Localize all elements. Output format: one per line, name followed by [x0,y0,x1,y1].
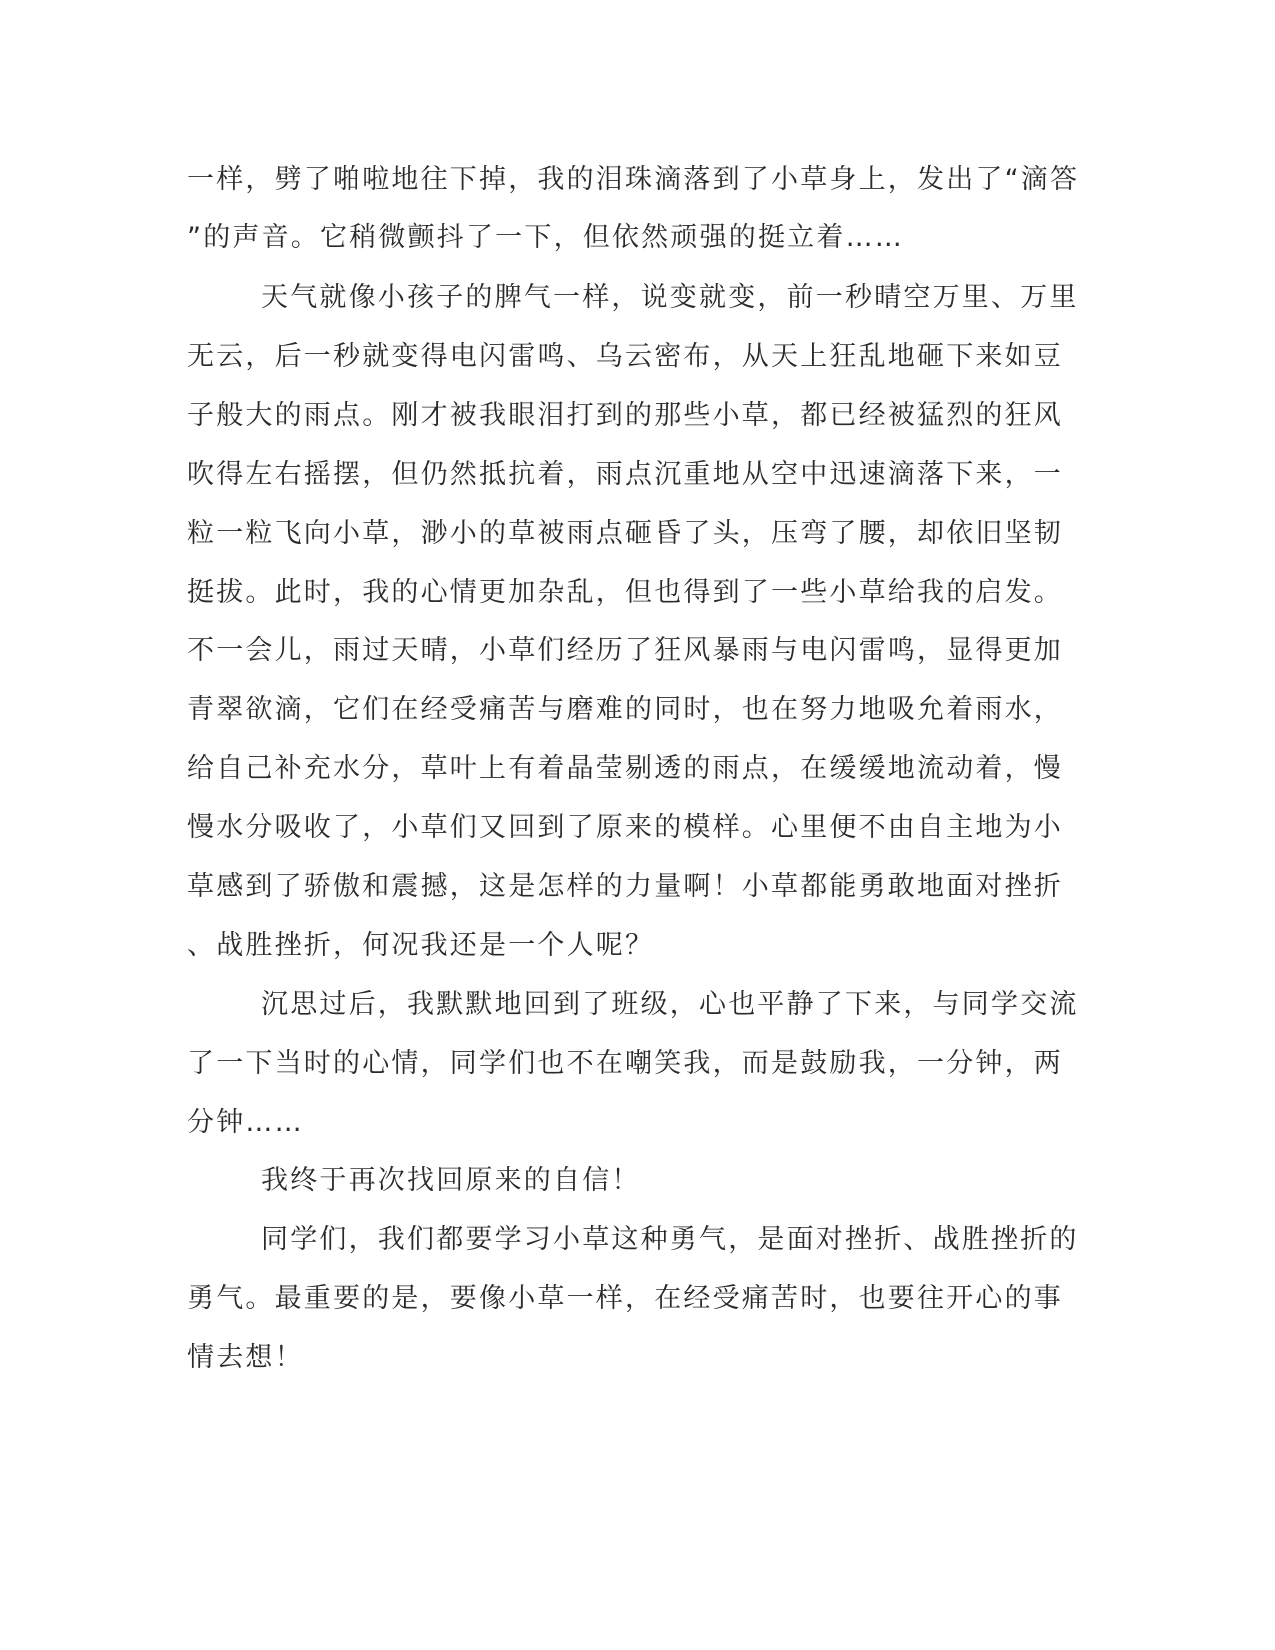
text-line: 情去想！ [187,1342,304,1373]
text-line: 给自己补充水分，草叶上有着晶莹剔透的雨点，在缓缓地流动着，慢 [187,753,1063,784]
text-line: 慢水分吸收了，小草们又回到了原来的模样。心里便不由自主地为小 [187,812,1063,843]
text-line: 青翠欲滴，它们在经受痛苦与磨难的同时，也在努力地吸允着雨水， [187,694,1063,725]
text-line: 了一下当时的心情，同学们也不在嘲笑我，而是鼓励我，一分钟，两 [187,1048,1063,1079]
text-line: 子般大的雨点。刚才被我眼泪打到的那些小草，都已经被猛烈的狂风 [187,400,1063,431]
text-line: 一样，劈了啪啦地往下掉，我的泪珠滴落到了小草身上，发出了“滴答 [187,164,1080,195]
paragraph-start-line: 我终于再次找回原来的自信！ [261,1165,641,1196]
paragraph-start-line: 沉思过后，我默默地回到了班级，心也平静了下来，与同学交流 [261,989,1079,1020]
text-line: 、战胜挫折，何况我还是一个人呢？ [187,930,655,961]
text-line: ”的声音。它稍微颤抖了一下，但依然顽强的挺立着…… [187,222,904,253]
paragraph-start-line: 同学们，我们都要学习小草这种勇气，是面对挫折、战胜挫折的 [261,1224,1079,1255]
text-line: 不一会儿，雨过天晴，小草们经历了狂风暴雨与电闪雷鸣，显得更加 [187,635,1063,666]
text-line: 草感到了骄傲和震撼，这是怎样的力量啊！小草都能勇敢地面对挫折 [187,871,1063,902]
paragraph-start-line: 天气就像小孩子的脾气一样，说变就变，前一秒晴空万里、万里 [261,282,1079,313]
text-line: 粒一粒飞向小草，渺小的草被雨点砸昏了头，压弯了腰，却依旧坚韧 [187,518,1063,549]
text-line: 分钟…… [187,1107,304,1138]
text-line: 挺拔。此时，我的心情更加杂乱，但也得到了一些小草给我的启发。 [187,577,1063,608]
text-line: 无云，后一秒就变得电闪雷鸣、乌云密布，从天上狂乱地砸下来如豆 [187,341,1063,372]
text-line: 吹得左右摇摆，但仍然抵抗着，雨点沉重地从空中迅速滴落下来，一 [187,459,1063,490]
text-line: 勇气。最重要的是，要像小草一样，在经受痛苦时，也要往开心的事 [187,1283,1063,1314]
